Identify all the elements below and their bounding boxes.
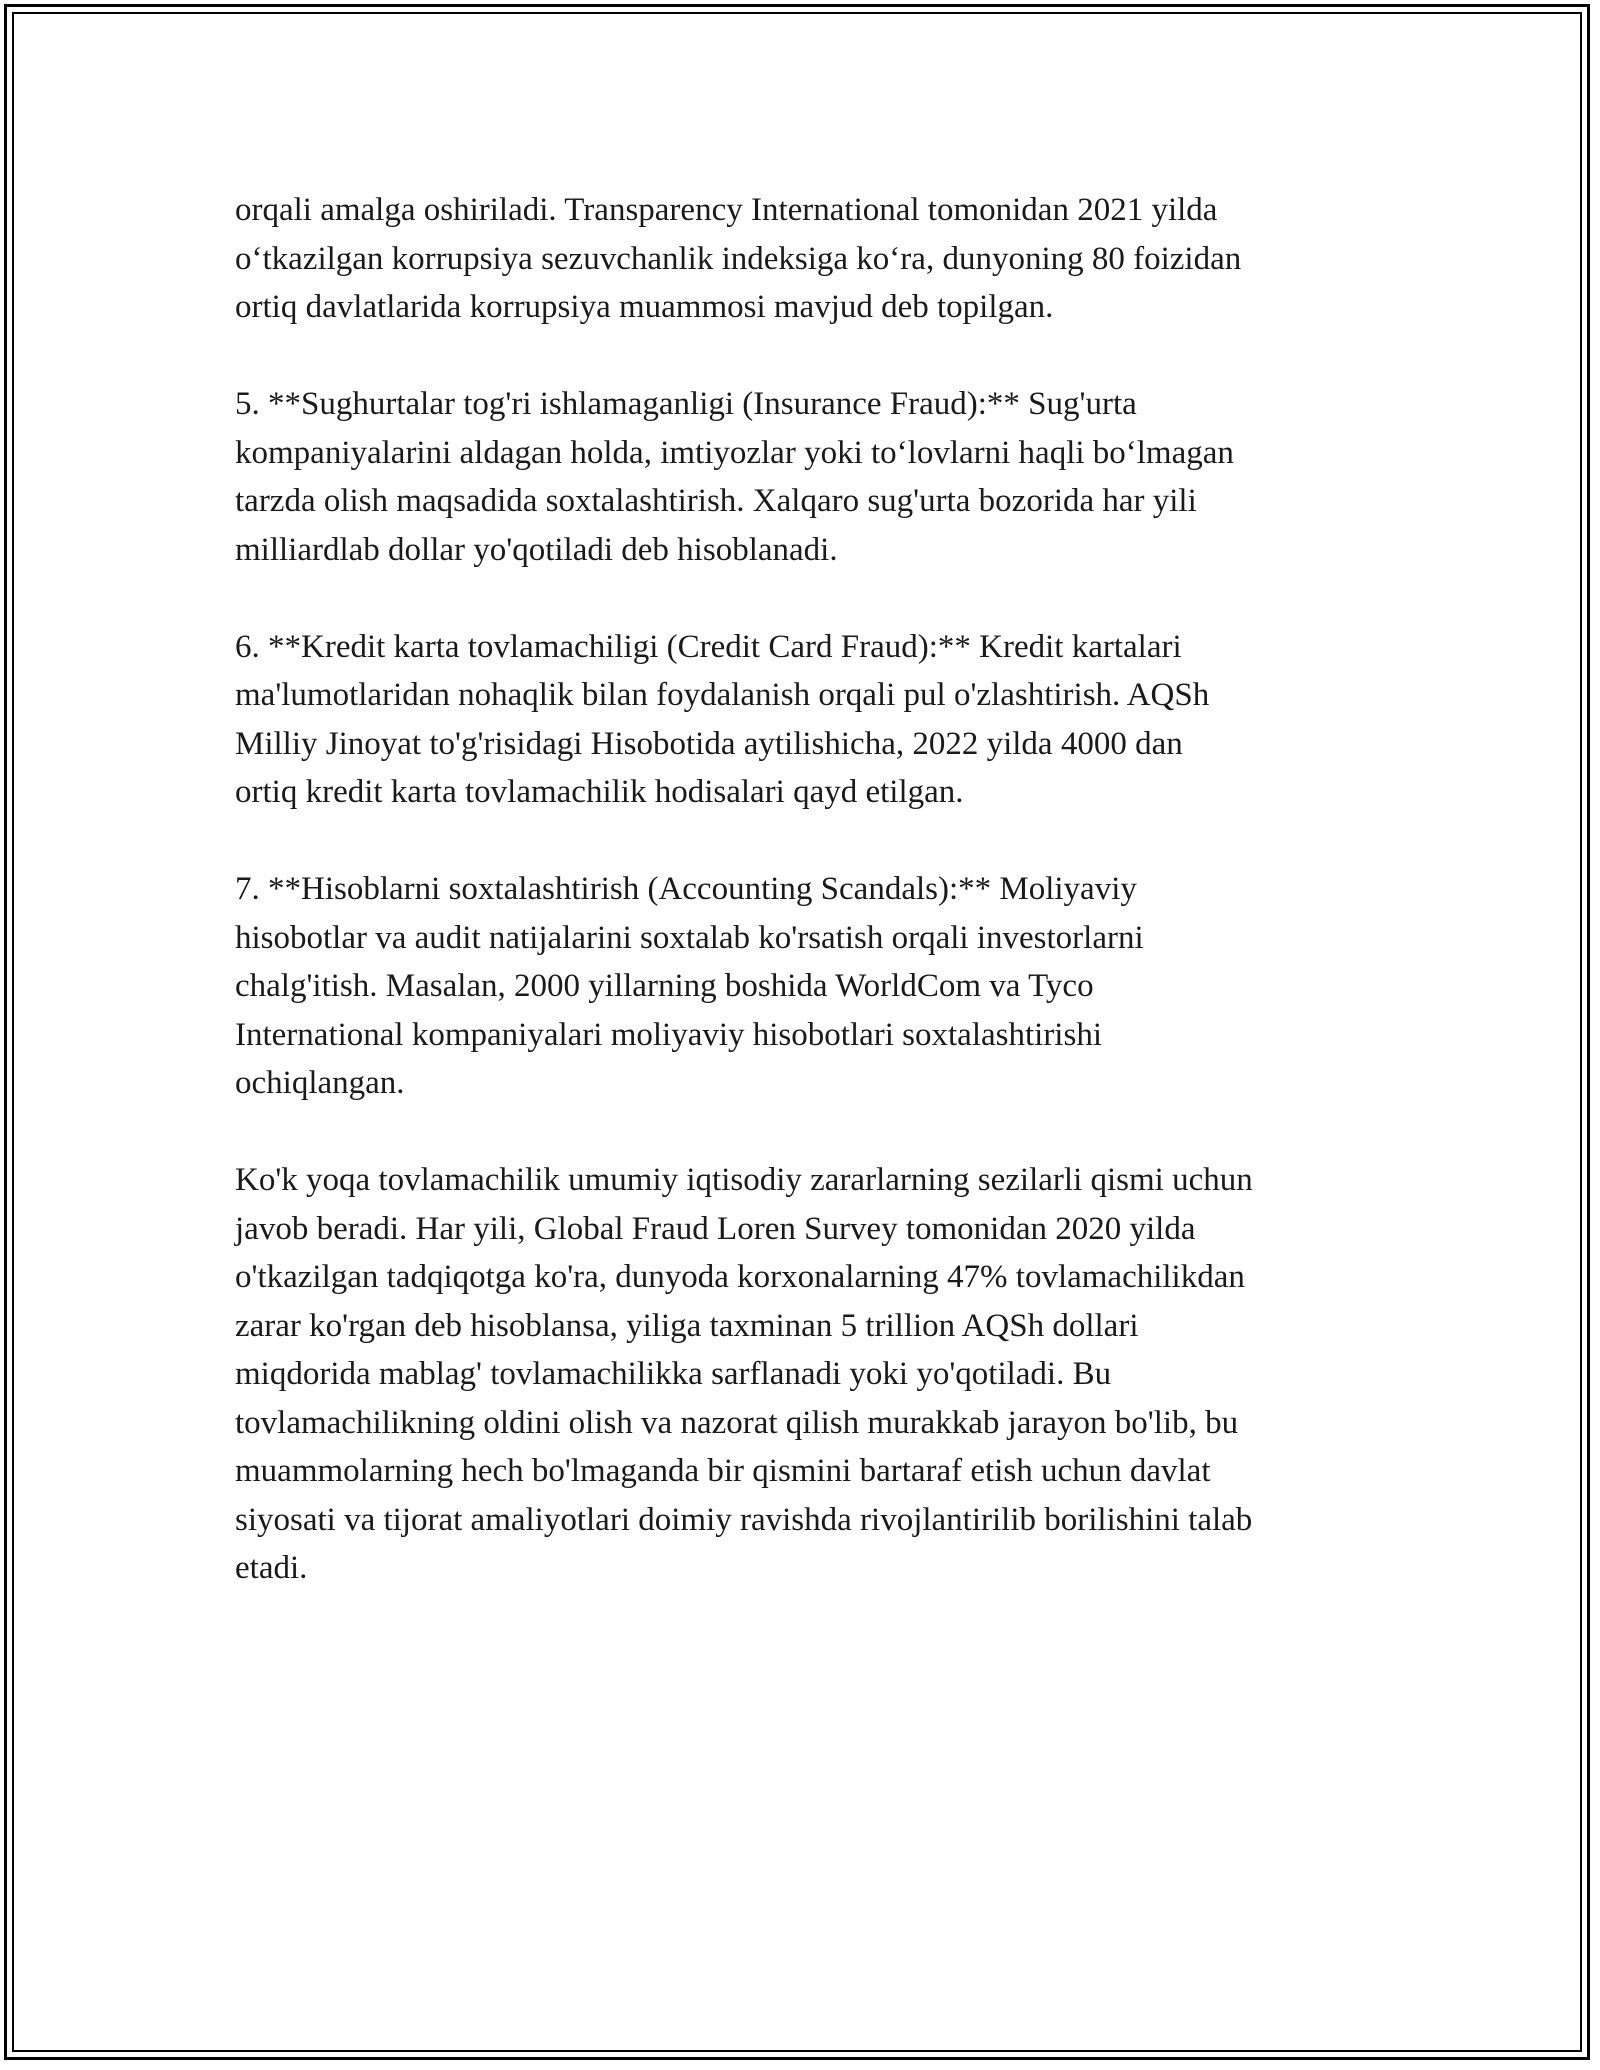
text-line: 6. **Kredit karta tovlamachiligi (Credit Card Fraud):** Kredit kartalari (235, 628, 1182, 665)
text-line: ortiq kredit karta tovlamachilik hodisalari qayd etilgan. (235, 774, 964, 810)
text-line: tarzda olish maqsadida soxtalashtirish. Xalqaro sug'urta bozorida har yili (235, 483, 1197, 519)
text-line: Ko'k yoqa tovlamachilik umumiy iqtisodiy zararlarning sezilarli qismi uchun (235, 1162, 1253, 1198)
text-line: kompaniyalarini aldagan holda, imtiyozlar yoki to‘lovlarni haqli bo‘lmagan (235, 434, 1234, 471)
text-line: miqdorida mablag' tovlamachilikka sarflanadi yoki yo'qotiladi. Bu (235, 1356, 1112, 1392)
text-line: siyosati va tijorat amaliyotlari doimiy ravishda rivojlantirilib borilishini talab (235, 1501, 1253, 1538)
text-line: 7. **Hisoblarni soxtalashtirish (Accounting Scandals):** Moliyaviy (235, 871, 1137, 907)
text-line: ma'lumotlaridan nohaqlik bilan foydalanish orqali pul o'zlashtirish. AQSh (235, 677, 1210, 713)
text-line: Milliy Jinoyat to'g'risidagi Hisobotida aytilishicha, 2022 yilda 4000 dan (235, 725, 1183, 762)
text-line: javob beradi. Har yili, Global Fraud Loren Survey tomonidan 2020 yilda (235, 1210, 1196, 1247)
text-line: etadi. (235, 1550, 308, 1586)
paragraph-insurance-fraud (235, 380, 1395, 574)
document-body (235, 186, 1395, 1593)
paragraph-accounting-scandals (235, 865, 1395, 1108)
text-line: International kompaniyalari moliyaviy hisobotlari soxtalashtirishi (235, 1016, 1102, 1053)
text-line: o‘tkazilgan korrupsiya sezuvchanlik indeksiga ko‘ra, dunyoning 80 foizidan (235, 240, 1242, 277)
text-line: 5. **Sughurtalar tog'ri ishlamaganligi (Insurance Fraud):** Sug'urta (235, 386, 1137, 422)
text-line: orqali amalga oshiriladi. Transparency International tomonidan 2021 yilda (235, 192, 1218, 228)
paragraph-conclusion (235, 1156, 1395, 1593)
text-line: ortiq davlatlarida korrupsiya muammosi mavjud deb topilgan. (235, 289, 1054, 325)
paragraph-corruption-intro (235, 186, 1395, 332)
text-line: o'tkazilgan tadqiqotga ko'ra, dunyoda korxonalarning 47% tovlamachilikdan (235, 1259, 1245, 1295)
text-line: muammolarning hech bo'lmaganda bir qismini bartaraf etish uchun davlat (235, 1453, 1211, 1489)
text-line: hisobotlar va audit natijalarini soxtalab ko'rsatish orqali investorlarni (235, 919, 1144, 956)
text-line: tovlamachilikning oldini olish va nazorat qilish murakkab jarayon bo'lib, bu (235, 1404, 1239, 1441)
text-line: chalg'itish. Masalan, 2000 yillarning boshida WorldCom va Tyco (235, 968, 1094, 1004)
text-line: zarar ko'rgan deb hisoblansa, yiliga taxminan 5 trillion AQSh dollari (235, 1307, 1139, 1344)
text-line: ochiqlangan. (235, 1065, 405, 1101)
paragraph-credit-card-fraud (235, 623, 1395, 817)
text-line: milliardlab dollar yo'qotiladi deb hisoblanadi. (235, 531, 838, 568)
